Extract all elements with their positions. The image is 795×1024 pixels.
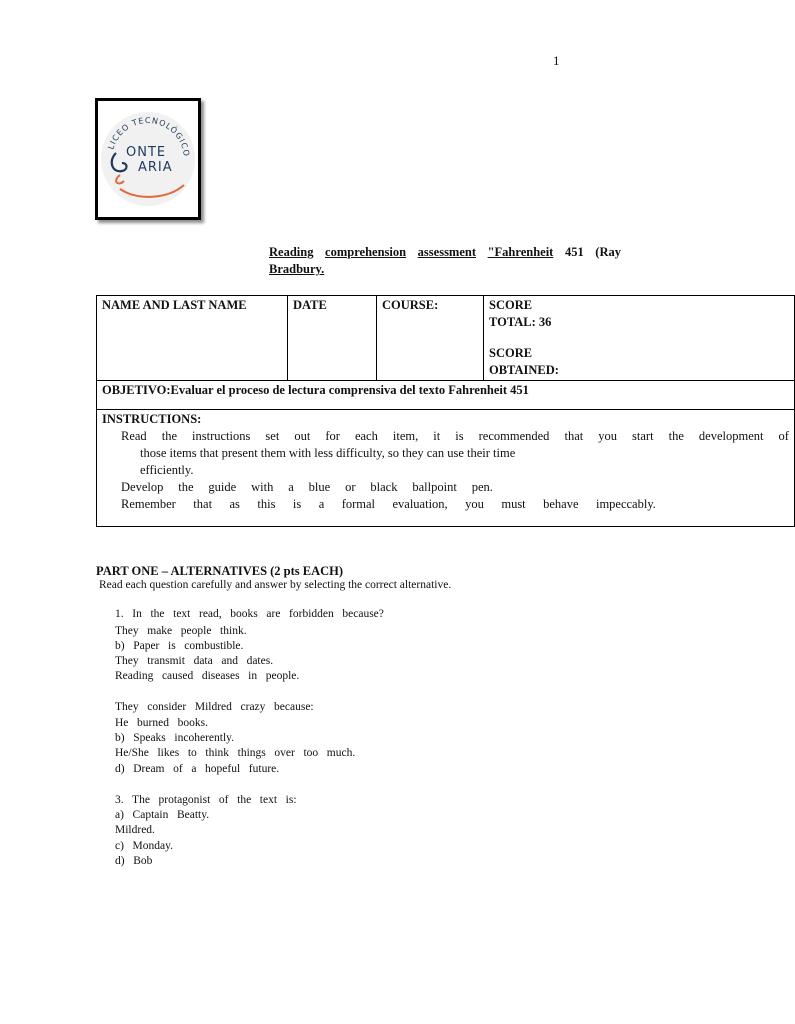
- title-line-2: Bradbury.: [269, 262, 325, 276]
- instructions-title: INSTRUCTIONS:: [102, 412, 202, 426]
- title-word: comprehension: [325, 245, 407, 259]
- score-cell[interactable]: SCORE TOTAL: 36 SCORE OBTAINED:: [484, 296, 795, 381]
- title-word: Reading: [269, 245, 314, 259]
- answer-option[interactable]: He burned books.: [115, 717, 208, 729]
- instruction-line: Develop the guide with a blue or black ballpoint pen.: [121, 480, 493, 494]
- answer-option[interactable]: a) Captain Beatty.: [115, 809, 210, 821]
- answer-option[interactable]: b) Speaks incoherently.: [115, 732, 235, 744]
- name-cell[interactable]: NAME AND LAST NAME: [97, 296, 288, 381]
- course-cell[interactable]: COURSE:: [377, 296, 484, 381]
- instructions-cell: [97, 410, 795, 527]
- objective-cell: [97, 381, 795, 410]
- answer-option[interactable]: d) Dream of a hopeful future.: [115, 763, 280, 775]
- question-text: They consider Mildred crazy because:: [115, 701, 314, 713]
- title-word: assessment: [417, 245, 477, 259]
- objective-text: OBJETIVO:Evaluar el proceso de lectura comprensiva del texto Fahrenheit 451: [102, 383, 529, 397]
- document-title: [269, 244, 621, 278]
- school-logo: [95, 98, 201, 220]
- svg-text:LICEO TECNOLÓGICO: LICEO TECNOLÓGICO: [106, 115, 192, 158]
- page-number: 1: [553, 53, 560, 68]
- answer-option[interactable]: Mildred.: [115, 824, 155, 836]
- answer-option[interactable]: d) Bob: [115, 855, 153, 867]
- title-word: "Fahrenheit: [487, 245, 554, 259]
- answer-option[interactable]: b) Paper is combustible.: [115, 640, 244, 652]
- instruction-line: those items that present them with less difficulty, so they can use their time: [140, 446, 516, 460]
- part-one-heading: PART ONE – ALTERNATIVES (2 pts EACH): [96, 564, 344, 578]
- header-table: [96, 295, 795, 527]
- part-one-subheading: Read each question carefully and answer by selecting the correct alternative.: [99, 579, 452, 591]
- logo-word-1: ONTE: [126, 145, 167, 160]
- answer-option[interactable]: He/She likes to think things over too much.: [115, 747, 356, 759]
- instruction-line: Read the instructions set out for each item, it is recommended that you start the development of: [121, 429, 789, 443]
- answer-option[interactable]: Reading caused diseases in people.: [115, 670, 300, 682]
- question-text: 1. In the text read, books are forbidden because?: [115, 608, 384, 620]
- answer-option[interactable]: c) Monday.: [115, 840, 174, 852]
- instructions-list: [102, 428, 789, 513]
- title-word: 451: [564, 245, 584, 259]
- question-text: 3. The protagonist of the text is:: [115, 794, 297, 806]
- title-word: (Ray: [595, 245, 621, 259]
- instruction-line: efficiently.: [140, 463, 194, 477]
- answer-option[interactable]: They transmit data and dates.: [115, 655, 274, 667]
- answer-option[interactable]: They make people think.: [115, 625, 247, 637]
- date-cell[interactable]: DATE: [288, 296, 377, 381]
- instruction-line: Remember that as this is a formal evaluation, you must behave impeccably.: [121, 497, 656, 511]
- logo-word-2: ARIA: [138, 160, 173, 175]
